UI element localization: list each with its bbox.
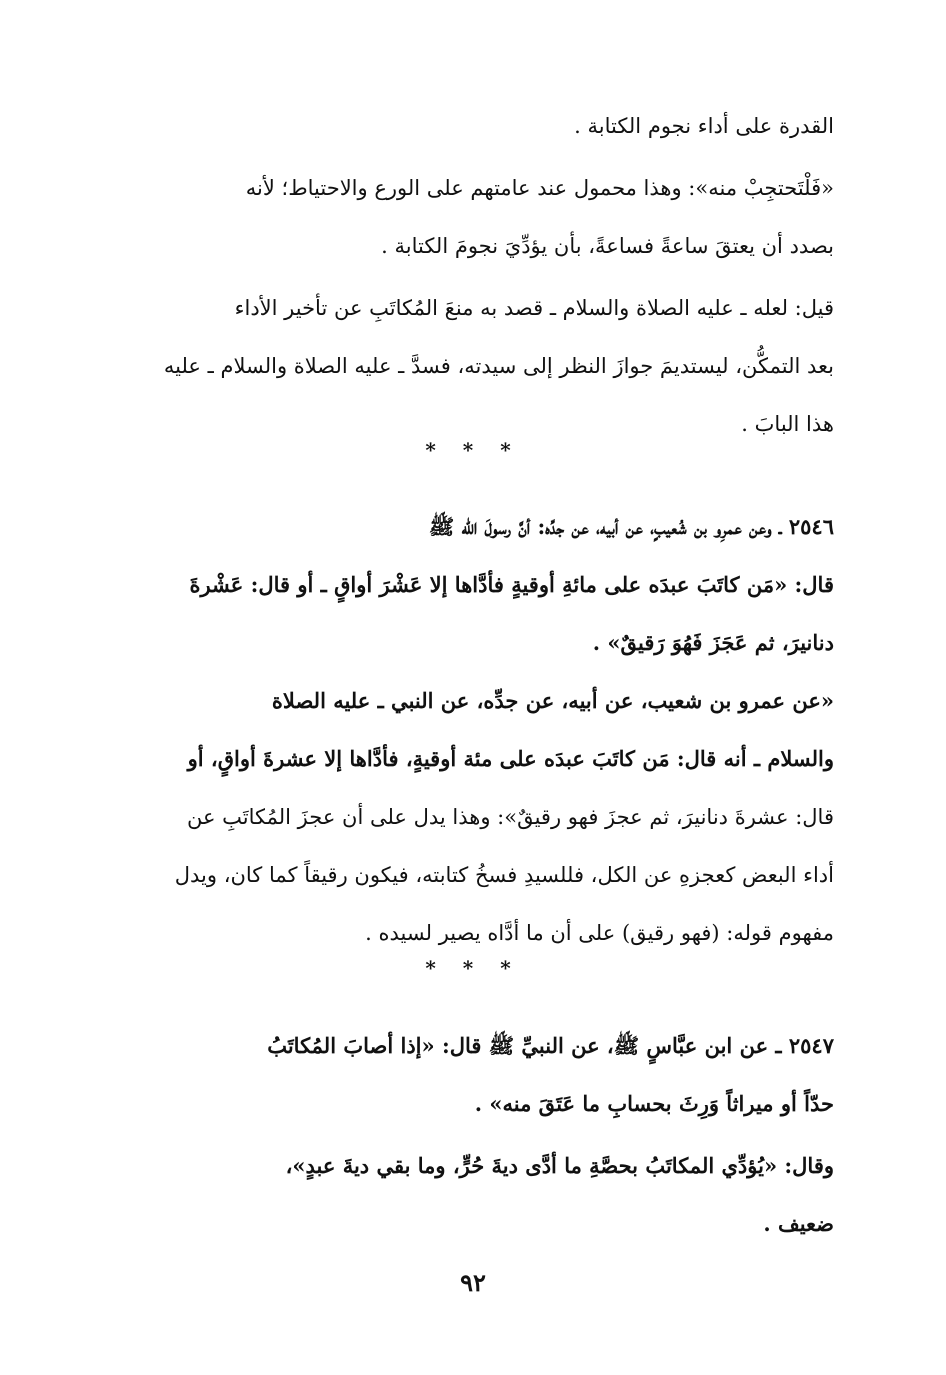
hadith-line: حدّاً أو ميراثاً وَرِثَ بحسابِ ما عَتَقَ منه» . [474, 1091, 834, 1116]
page-number: ٩٢ [460, 1268, 486, 1297]
text-line: «عن عمرو بن شعيب، عن أبيه، عن جدِّه، عن النبي ـ عليه الصلاة [271, 688, 834, 713]
hadith-line: ٢٥٤٦ ـ وعن عمرِو بن شُعيبٍ، عن أبيه، عن جدِّه: أنَّ رسولَ الله ﷺ [428, 514, 834, 539]
hadith-line: ٢٥٤٧ ـ عن ابن عبَّاسٍ ﷺ، عن النبيِّ ﷺ قال: «إذا أصابَ المُكاتَبُ [267, 1033, 834, 1058]
text-line: «فَلْتَحتجِبْ منه»: وهذا محمول عند عامتهم على الورع والاحتياط؛ لأنه [245, 176, 834, 200]
text-line: قيل: لعله ـ عليه الصلاة والسلام ـ قصد به منعَ المُكاتَبِ عن تأخير الأداء [234, 296, 834, 320]
hadith-line: دنانيرَ، ثم عَجَزَ فَهُوَ رَقيقٌ» . [592, 630, 834, 655]
commentary-2546 [118, 672, 834, 962]
section-separator: * * * [425, 956, 521, 980]
commentary-top [118, 97, 834, 453]
section-separator: * * * [425, 438, 521, 462]
text-line: أداء البعض كعجزهِ عن الكل، فللسيدِ فسخُ كتابته، فيكون رقيقاً كما كان، ويدل [174, 863, 834, 887]
text-line: القدرة على أداء نجوم الكتابة . [574, 114, 834, 138]
text-line: هذا البابَ . [741, 412, 834, 436]
text-line: والسلام ـ أنه قال: مَن كاتَبَ عبدَه على مئة أوقيةٍ، فأدَّاها إلا عشرةَ أواقٍ، أو [187, 746, 834, 771]
hadith-line: قال: «مَن كاتَبَ عبدَه على مائةِ أوقيةٍ فأدَّاها إلا عَشْرَ أواقٍ ـ أو قال: عَشْرةَ [189, 572, 834, 597]
text-line: قال: عشرةَ دنانيرَ، ثم عجزَ فهو رقيقٌ»: وهذا يدل على أن عجزَ المُكاتَبِ عن [186, 805, 834, 829]
text-line: مفهوم قوله: (فهو رقيق) على أن ما أدَّاه يصير لسيده . [365, 921, 834, 945]
hadith-line: ضعيف . [763, 1211, 834, 1236]
hadith-2547 [118, 1017, 834, 1253]
text-line: بصدد أن يعتقَ ساعةً فساعةً، بأن يؤدِّيَ نجومَ الكتابة . [381, 234, 834, 258]
hadith-2546 [118, 498, 834, 672]
hadith-line: وقال: «يُؤدِّي المكاتَبُ بحصَّةِ ما أدَّى ديةَ حُرٍّ، وما بقي ديةَ عبدٍ»، [285, 1153, 834, 1178]
text-line: بعد التمكُّن، ليستديمَ جوازَ النظر إلى سيدته، فسدَّ ـ عليه الصلاة والسلام ـ عليه [163, 354, 834, 378]
